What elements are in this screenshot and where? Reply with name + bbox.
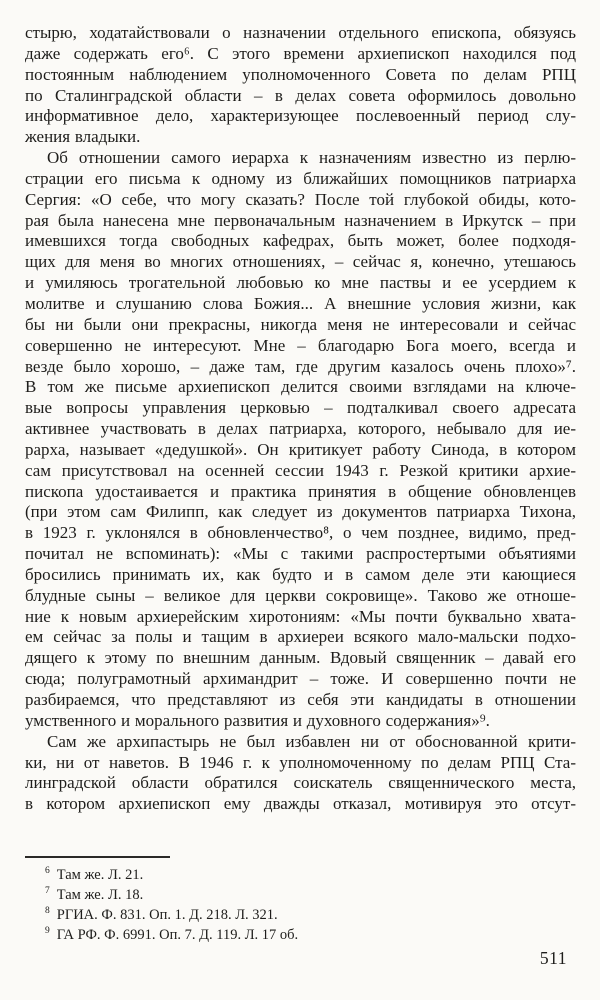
footnote <box>25 905 576 925</box>
text-line: молитве и слушанию слова Божия... А внешние условия жизни, как <box>25 293 576 313</box>
footnote <box>25 885 576 905</box>
footnote-text: Там же. Л. 21. <box>56 867 144 883</box>
text-line: стырю, ходатайствовали о назначении отдельного епископа, обязуясь <box>25 23 576 42</box>
text-line: информативное дело, характеризующее послевоенный период слу- <box>25 106 576 126</box>
text-line: жения владыки. <box>25 127 141 147</box>
text-line: в 1923 г. уклонялся в обновленчество⁸, о чем позднее, видимо, пред- <box>25 523 576 543</box>
text-line: В том же письме архиепископ делится своими взглядами на ключе- <box>25 377 576 397</box>
body-text <box>25 23 576 815</box>
paragraph <box>25 732 576 815</box>
text-line: и умиляюсь трогательной любовью ко мне паствы и ее усердием к <box>25 273 576 293</box>
text-line: блудные сыны – великое для церкви сокровище». Таково же отноше- <box>25 585 576 605</box>
footnote <box>25 865 576 885</box>
paragraph <box>25 148 576 732</box>
footnotes-section <box>25 856 576 945</box>
text-line: сюда; полуграмотный архимандрит – тоже. И совершенно почти не <box>25 669 576 689</box>
text-line: Сергия: «О себе, что могу сказать? После той глубокой обиды, кото- <box>25 189 576 209</box>
text-line: ние к новым архиерейским хиротониям: «Мы почти буквально хвата- <box>25 606 576 626</box>
text-line: линградской области обратился соискатель священнического места, <box>25 773 576 793</box>
text-line: имевшихся тогда свободных кафедрах, быть может, более подходя- <box>25 231 576 251</box>
text-line: пископа удостаивается и практика принятия в общение обновленцев <box>25 481 576 501</box>
page-number: 511 <box>539 948 567 968</box>
paragraph <box>25 23 576 148</box>
text-line: ем сейчас за полы и тащим в архиереи всякого мало-мальски подхо- <box>25 627 576 647</box>
text-line: страции его письма к одному из ближайших помощников патриарха <box>25 168 576 188</box>
text-line: постоянным наблюдением уполномоченного Совета по делам РПЦ <box>25 64 576 84</box>
text-line: активнее участвовать в делах патриарха, которого, небывало для ие- <box>25 419 576 439</box>
text-line: ки, ни от наветов. В 1946 г. к уполномоченному по делам РПЦ Ста- <box>25 752 576 772</box>
text-line: даже содержать его⁶. С этого времени архиепископ находился под <box>25 43 576 63</box>
text-line: совершенно не интересуют. Мне – благодарю Бога моего, всегда и <box>25 335 576 355</box>
footnote-marker: 8 <box>45 906 50 917</box>
text-line: умственного и морального развития и духовного содержания»⁹. <box>25 710 490 730</box>
text-line: везде было хорошо, – даже там, где другим казалось очень плохо»⁷. <box>25 356 576 376</box>
text-line: в котором архиепископ ему дважды отказал, мотивируя это отсут- <box>25 794 576 814</box>
footnote-text: ГА РФ. Ф. 6991. Оп. 7. Д. 119. Л. 17 об. <box>56 927 299 943</box>
text-line: вые вопросы управления церковью – подталкивал своего адресата <box>25 398 576 418</box>
text-line: разбираемся, что представляют из себя эти кандидаты в отношении <box>25 690 576 709</box>
text-line: почитал не вспоминать): «Мы с такими распростертыми объятиями <box>25 544 576 564</box>
text-line: (при этом сам Филипп, как следует из документов патриарха Тихона, <box>25 502 576 522</box>
text-line: бы ни были они прекрасны, никогда меня не интересовали и сейчас <box>25 314 576 334</box>
footnote-text: Там же. Л. 18. <box>56 887 144 903</box>
footnote <box>25 925 576 945</box>
text-line: по Сталинградской области – в делах совета оформилось довольно <box>25 85 576 105</box>
text-line: рая была нанесена мне первоначальным назначением в Иркутск – при <box>25 210 576 230</box>
text-line: Сам же архипастырь не был избавлен ни от обоснованной крити- <box>47 731 576 751</box>
footnote-marker: 6 <box>45 866 50 877</box>
text-line: дящего к этому по внешним данным. Вдовый священник – давай его <box>25 648 576 668</box>
text-line: рарха, называет «дедушкой». Он критикует работу Синода, в котором <box>25 439 576 459</box>
footnote-text: РГИА. Ф. 831. Оп. 1. Д. 218. Л. 321. <box>56 907 278 923</box>
text-line: сам присутствовал на осенней сессии 1943 г. Резкой критики архие- <box>25 460 576 480</box>
text-line: щих для меня во многих отношениях, – сейчас я, конечно, утешаюсь <box>25 252 576 272</box>
footnote-marker: 7 <box>45 886 50 897</box>
text-line: бросились принимать их, как будто и в самом деле эти кающиеся <box>25 564 576 584</box>
footnote-marker: 9 <box>45 926 50 937</box>
text-line: Об отношении самого иерарха к назначениям известно из перлю- <box>47 148 576 168</box>
footnote-divider <box>25 856 170 858</box>
